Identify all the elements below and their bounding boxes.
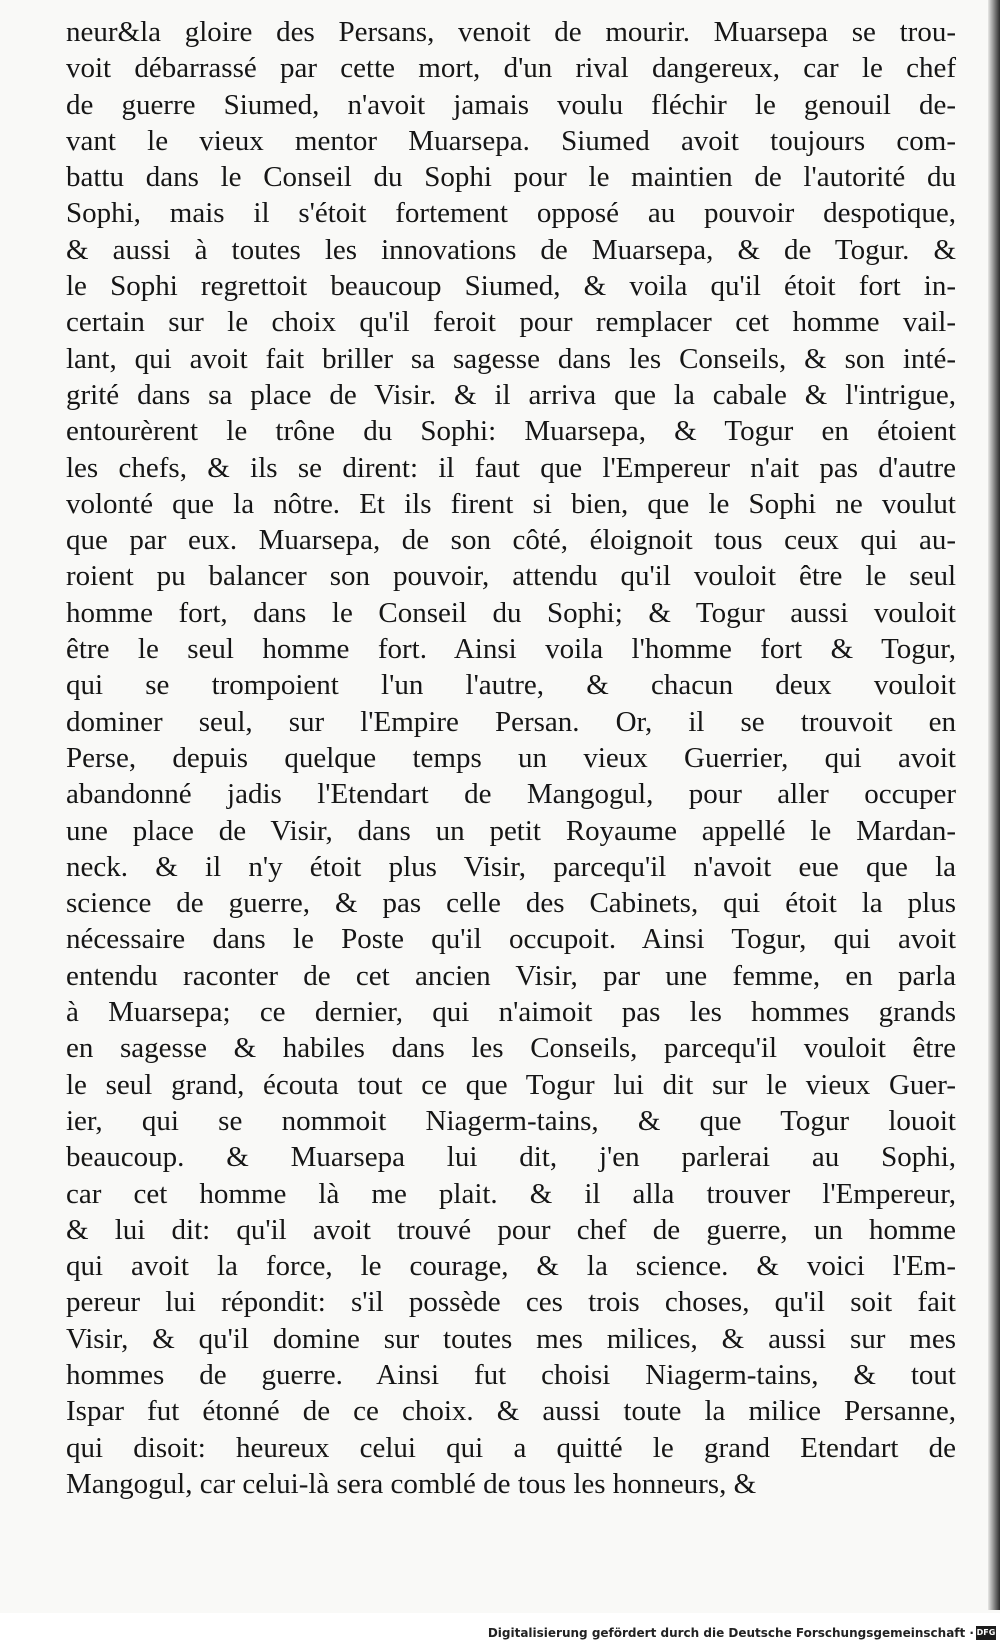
text-line: qui se trompoient l'un l'autre, & chacun deux vouloit: [66, 669, 956, 702]
text-line: hommes de guerre. Ainsi fut choisi Niagerm-tains, & tout: [66, 1358, 956, 1391]
text-line: neck. & il n'y étoit plus Visir, parcequ'il n'avoit eue que la: [66, 850, 956, 883]
text-line: Mangogul, car celui-là sera comblé de tous les honneurs, &: [66, 1467, 757, 1500]
text-block: [66, 14, 956, 1502]
text-line: être le seul homme fort. Ainsi voila l'homme fort & Togur,: [66, 633, 956, 666]
text-line: voit débarrassé par cette mort, d'un rival dangereux, car le chef: [66, 52, 956, 85]
text-line: science de guerre, & pas celle des Cabinets, qui étoit la plus: [66, 887, 956, 920]
text-line: entendu raconter de cet ancien Visir, par une femme, en parla: [66, 959, 956, 992]
text-line: grité dans sa place de Visir. & il arriva que la cabale & l'intrigue,: [66, 378, 956, 411]
text-line: homme fort, dans le Conseil du Sophi; & Togur aussi vouloit: [66, 596, 956, 629]
page-edge-shadow: [988, 0, 1000, 1610]
text-line: que par eux. Muarsepa, de son côté, éloignoit tous ceux qui au-: [66, 524, 956, 557]
text-line: entourèrent le trône du Sophi: Muarsepa, & Togur en étoient: [66, 415, 956, 448]
funding-note: Digitalisierung gefördert durch die Deutsche Forschungsgemeinschaft ·: [487, 1626, 974, 1640]
dfg-logo: DFG: [976, 1626, 996, 1640]
text-line: beaucoup. & Muarsepa lui dit, j'en parlerai au Sophi,: [66, 1141, 956, 1174]
text-line: pereur lui répondit: s'il possède ces trois choses, qu'il soit fait: [66, 1286, 956, 1319]
text-line: en sagesse & habiles dans les Conseils, parcequ'il vouloit être: [66, 1032, 956, 1065]
text-line: neur&la gloire des Persans, venoit de mourir. Muarsepa se trou-: [66, 16, 956, 48]
text-line: certain sur le choix qu'il feroit pour remplacer cet homme vail-: [66, 306, 956, 339]
text-line: le Sophi regrettoit beaucoup Siumed, & voila qu'il étoit fort in-: [66, 270, 956, 303]
text-line: le seul grand, écouta tout ce que Togur lui dit sur le vieux Guer-: [66, 1068, 956, 1101]
text-line: roient pu balancer son pouvoir, attendu qu'il vouloit être le seul: [66, 560, 956, 593]
text-line: les chefs, & ils se dirent: il faut que l'Empereur n'ait pas d'autre: [66, 451, 956, 484]
text-line: de guerre Siumed, n'avoit jamais voulu fléchir le genouil de-: [66, 88, 956, 121]
text-line: lant, qui avoit fait briller sa sagesse dans les Conseils, & son inté-: [66, 342, 956, 375]
footer: [0, 1613, 1000, 1649]
text-line: vant le vieux mentor Muarsepa. Siumed avoit toujours com-: [66, 124, 956, 157]
text-line: Sophi, mais il s'étoit fortement opposé au pouvoir despotique,: [66, 197, 956, 230]
text-line: Perse, depuis quelque temps un vieux Guerrier, qui avoit: [66, 741, 956, 774]
text-line: Visir, & qu'il domine sur toutes mes milices, & aussi sur mes: [66, 1322, 956, 1355]
text-line: Ispar fut étonné de ce choix. & aussi toute la milice Persanne,: [66, 1395, 956, 1428]
text-line: qui avoit la force, le courage, & la science. & voici l'Em-: [66, 1250, 956, 1283]
text-line: & lui dit: qu'il avoit trouvé pour chef de guerre, un homme: [66, 1213, 956, 1246]
text-line: battu dans le Conseil du Sophi pour le maintien de l'autorité du: [66, 161, 956, 194]
text-line: & aussi à toutes les innovations de Muarsepa, & de Togur. &: [66, 233, 956, 266]
text-line: abandonné jadis l'Etendart de Mangogul, pour aller occuper: [66, 778, 956, 811]
text-line: volonté que la nôtre. Et ils firent si bien, que le Sophi ne voulut: [66, 487, 956, 520]
text-line: à Muarsepa; ce dernier, qui n'aimoit pas les hommes grands: [66, 996, 956, 1029]
text-line: nécessaire dans le Poste qu'il occupoit. Ainsi Togur, qui avoit: [66, 923, 956, 956]
text-line: une place de Visir, dans un petit Royaume appellé le Mardan-: [66, 814, 956, 847]
text-line: qui disoit: heureux celui qui a quitté le grand Etendart de: [66, 1431, 956, 1464]
text-line: dominer seul, sur l'Empire Persan. Or, il se trouvoit en: [66, 705, 956, 738]
text-line: ier, qui se nommoit Niagerm-tains, & que Togur louoit: [66, 1104, 956, 1137]
text-line: car cet homme là me plait. & il alla trouver l'Empereur,: [66, 1177, 956, 1210]
